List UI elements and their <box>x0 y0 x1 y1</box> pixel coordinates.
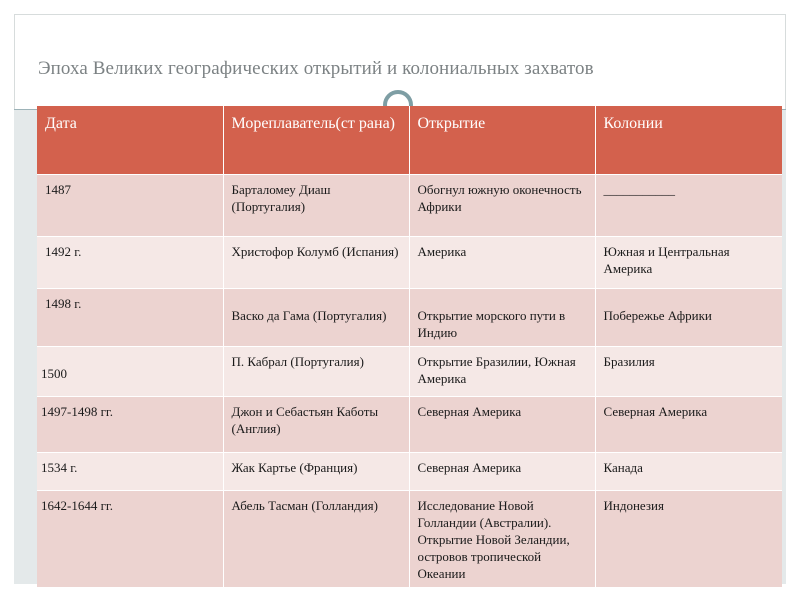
cell-colonies: Побережье Африки <box>595 289 782 347</box>
cell-discovery: Открытие морского пути в Индию <box>409 289 595 347</box>
table-row <box>37 397 782 453</box>
table-row <box>37 491 782 587</box>
cell-date: 1487 <box>37 175 223 237</box>
table-row <box>37 347 782 397</box>
cell-navigator: Васко да Гама (Португалия) <box>223 289 409 347</box>
cell-navigator: Джон и Себастьян Каботы (Англия) <box>223 397 409 453</box>
cell-navigator: П. Кабрал (Португалия) <box>223 347 409 397</box>
cell-colonies: ___________ <box>595 175 782 237</box>
cell-navigator: Христофор Колумб (Испания) <box>223 237 409 289</box>
discoveries-table <box>37 106 782 587</box>
table-row <box>37 237 782 289</box>
cell-discovery: Открытие Бразилии, Южная Америка <box>409 347 595 397</box>
header-navigator: Мореплаватель(ст рана) <box>223 106 409 175</box>
cell-discovery: Америка <box>409 237 595 289</box>
cell-navigator: Барталомеу Диаш (Португалия) <box>223 175 409 237</box>
cell-colonies: Канада <box>595 453 782 491</box>
cell-navigator: Абель Тасман (Голландия) <box>223 491 409 587</box>
cell-date: 1534 г. <box>37 453 223 491</box>
cell-date: 1497-1498 гг. <box>37 397 223 453</box>
cell-date: 1492 г. <box>37 237 223 289</box>
table-row <box>37 453 782 491</box>
cell-colonies: Южная и Центральная Америка <box>595 237 782 289</box>
table-row <box>37 175 782 237</box>
cell-colonies: Индонезия <box>595 491 782 587</box>
cell-navigator: Жак Картье (Франция) <box>223 453 409 491</box>
cell-discovery: Исследование Новой Голландии (Австралии). Открытие Новой Зеландии, островов тропической Океании <box>409 491 595 587</box>
cell-discovery: Северная Америка <box>409 453 595 491</box>
table-header-row <box>37 106 782 175</box>
header-date: Дата <box>37 106 223 175</box>
header-discovery: Открытие <box>409 106 595 175</box>
cell-date: 1642-1644 гг. <box>37 491 223 587</box>
header-colonies: Колонии <box>595 106 782 175</box>
cell-colonies: Северная Америка <box>595 397 782 453</box>
cell-discovery: Обогнул южную оконечность Африки <box>409 175 595 237</box>
cell-date: 1498 г. <box>37 289 223 347</box>
cell-colonies: Бразилия <box>595 347 782 397</box>
table-row <box>37 289 782 347</box>
slide-title: Эпоха Великих географических открытий и колониальных захватов <box>38 58 594 79</box>
cell-discovery: Северная Америка <box>409 397 595 453</box>
cell-date: 1500 <box>37 347 223 397</box>
